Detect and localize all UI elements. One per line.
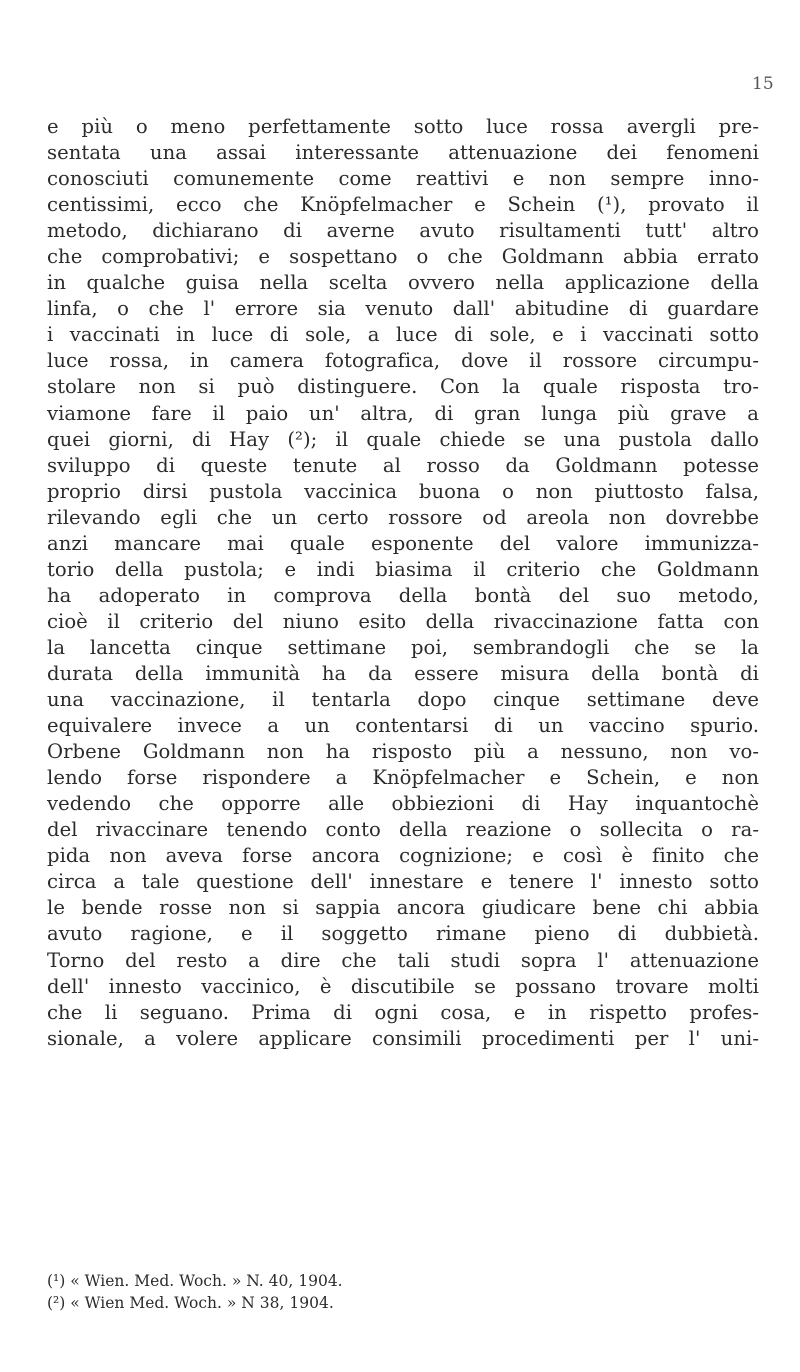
text-line: dell' innesto vaccinico, è discutibile se possano trovare molti [47, 974, 759, 998]
text-line: che comprobativi; e sospettano o che Goldmann abbia errato [47, 245, 759, 269]
text-line: in qualche guisa nella scelta ovvero nella applicazione della [47, 271, 759, 295]
text-line: torio della pustola; e indi biasima il criterio che Goldmann [47, 557, 759, 581]
text-line: linfa, o che l' errore sia venuto dall' abitudine di guardare [47, 297, 759, 321]
footnotes [47, 1270, 647, 1314]
text-line: sviluppo di queste tenute al rosso da Goldmann potesse [47, 453, 759, 477]
text-line: la lancetta cinque settimane poi, sembrandogli che se la [47, 635, 759, 659]
page-number: 15 [752, 74, 774, 94]
footnote: (²) « Wien Med. Woch. » N 38, 1904. [47, 1294, 334, 1312]
text-line: una vaccinazione, il tentarla dopo cinque settimane deve [47, 688, 759, 712]
text-line: viamone fare il paio un' altra, di gran lunga più grave a [47, 401, 759, 425]
text-line: pida non aveva forse ancora cognizione; e così è finito che [47, 844, 759, 868]
text-line: ha adoperato in comprova della bontà del suo metodo, [47, 583, 759, 607]
text-line: Torno del resto a dire che tali studi sopra l' attenuazione [47, 948, 759, 972]
text-line: quei giorni, di Hay (²); il quale chiede se una pustola dallo [47, 427, 759, 451]
text-line: luce rossa, in camera fotografica, dove il rossore circumpu- [47, 349, 759, 373]
text-line: cioè il criterio del niuno esito della rivaccinazione fatta con [47, 609, 759, 633]
footnote: (¹) « Wien. Med. Woch. » N. 40, 1904. [47, 1272, 343, 1290]
body-text [47, 114, 759, 1052]
text-line: che li seguano. Prima di ogni cosa, e in rispetto profes- [47, 1000, 759, 1024]
text-line: proprio dirsi pustola vaccinica buona o non piuttosto falsa, [47, 479, 759, 503]
text-line: sionale, a volere applicare consimili procedimenti per l' uni- [47, 1026, 759, 1050]
text-line: rilevando egli che un certo rossore od areola non dovrebbe [47, 505, 759, 529]
text-line: avuto ragione, e il soggetto rimane pieno di dubbietà. [47, 922, 759, 946]
text-line: stolare non si può distinguere. Con la quale risposta tro- [47, 375, 759, 399]
text-line: lendo forse rispondere a Knöpfelmacher e Schein, e non [47, 766, 759, 790]
text-line: circa a tale questione dell' innestare e tenere l' innesto sotto [47, 870, 759, 894]
text-line: vedendo che opporre alle obbiezioni di Hay inquantochè [47, 792, 759, 816]
text-line: durata della immunità ha da essere misura della bontà di [47, 661, 759, 685]
text-line: e più o meno perfettamente sotto luce rossa avergli pre- [47, 115, 759, 138]
text-line: metodo, dichiarano di averne avuto risultamenti tutt' altro [47, 219, 759, 243]
text-line: centissimi, ecco che Knöpfelmacher e Schein (¹), provato il [47, 193, 759, 217]
text-line: anzi mancare mai quale esponente del valore immunizza- [47, 531, 759, 555]
text-line: del rivaccinare tenendo conto della reazione o sollecita o ra- [47, 818, 759, 842]
text-line: sentata una assai interessante attenuazione dei fenomeni [47, 141, 759, 165]
text-line: Orbene Goldmann non ha risposto più a nessuno, non vo- [47, 740, 759, 764]
text-line: equivalere invece a un contentarsi di un vaccino spurio. [47, 714, 759, 738]
text-line: i vaccinati in luce di sole, a luce di sole, e i vaccinati sotto [47, 323, 759, 347]
text-line: le bende rosse non si sappia ancora giudicare bene chi abbia [47, 896, 759, 920]
text-line: conosciuti comunemente come reattivi e non sempre inno- [47, 167, 759, 191]
